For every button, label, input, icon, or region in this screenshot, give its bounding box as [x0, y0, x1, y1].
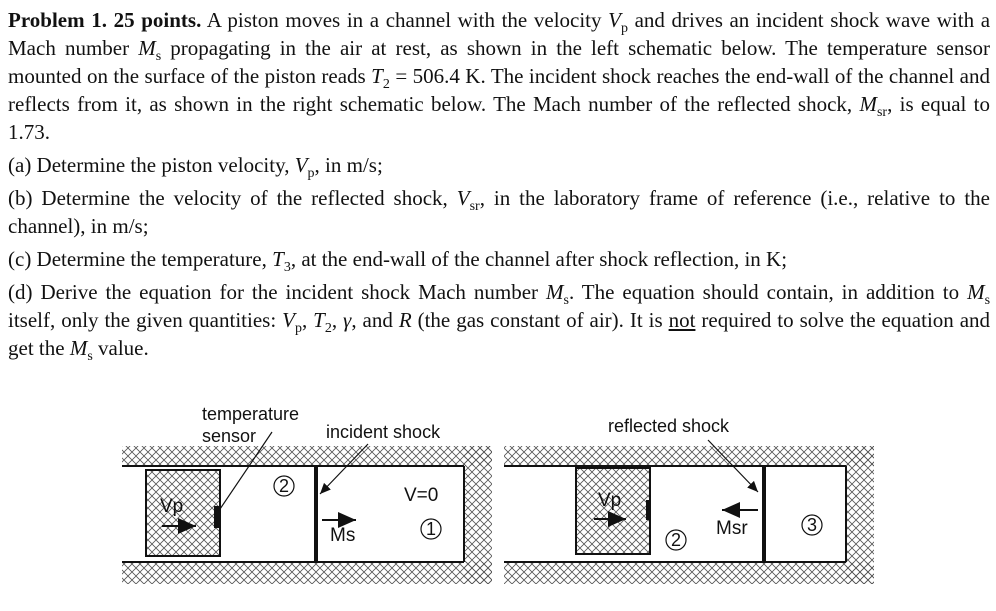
- text-span: and drives an incident shock wave with a Mach number: [8, 8, 991, 60]
- temperature-label-line1: temperature: [202, 404, 300, 424]
- not-underlined: not: [668, 308, 696, 332]
- symbol-msr: $M_{sr}$: [859, 92, 888, 121]
- region-3-label: 3: [806, 515, 818, 535]
- reflected-shock-label: reflected shock: [608, 416, 730, 436]
- piston: [576, 468, 650, 554]
- incident-shock-label: incident shock: [326, 422, 441, 442]
- text-span: A piston moves in a channel with the velocity: [206, 8, 602, 32]
- temperature-label-line2: sensor: [202, 426, 257, 446]
- symbol-ms: $M_s$: [138, 36, 162, 65]
- part-a: (a) Determine the piston velocity, $V_p$, in m/s;: [8, 153, 383, 182]
- bottom-wall: [122, 562, 492, 584]
- part-d: (d) Derive the equation for the incident shock Mach number $M_s$. The equation should contain, in addition to $M_s$ itself, only the given quantities: $V_p$, $T_2$, γ, and R (the gas constant of air). It is not required to solve the equation and get the $M_s$ value.: [8, 280, 991, 365]
- left-schematic: [122, 404, 492, 584]
- end-wall: [464, 446, 492, 584]
- part-b: (b) Determine the velocity of the reflected shock, $V_{sr}$, in the laboratory frame of reference (i.e., relative to the channel), in m/s;: [8, 186, 990, 238]
- t2-value: = 506.4 K.: [395, 64, 486, 88]
- top-wall: [504, 446, 874, 466]
- temperature-sensor: [646, 500, 651, 520]
- piston-label: Vp: [598, 490, 622, 511]
- bottom-wall: [504, 562, 874, 584]
- symbol-vp: $V_p$: [608, 8, 628, 37]
- text-span: The incident shock reaches the end-wall of the channel and reflects from it, as shown in the right schematic below. The Mach number of the reflected shock,: [8, 64, 990, 116]
- piston-label: Vp: [160, 496, 184, 517]
- v-zero-label: V=0: [404, 485, 439, 506]
- temperature-sensor: [214, 506, 219, 528]
- mach-label: Msr: [716, 518, 748, 539]
- region-1-label: 1: [425, 519, 437, 539]
- right-schematic: [504, 416, 874, 584]
- symbol-t2: $T_2$: [371, 64, 390, 93]
- text-span: , is equal to 1.73.: [8, 92, 990, 144]
- end-wall: [846, 446, 874, 584]
- top-wall: [122, 446, 492, 466]
- region-2-label: 2: [278, 476, 290, 496]
- mach-label: Ms: [330, 525, 356, 546]
- problem-points: 25 points.: [113, 8, 202, 32]
- region-2-label: 2: [670, 530, 682, 550]
- text-span: propagating in the air at rest, as shown in the left schematic below. The temperature sensor mounted on the surface of the piston reads: [8, 36, 990, 88]
- problem-heading: Problem 1.: [8, 8, 107, 32]
- part-c: (c) Determine the temperature, $T_3$, at the end-wall of the channel after shock reflection, in K;: [8, 247, 788, 276]
